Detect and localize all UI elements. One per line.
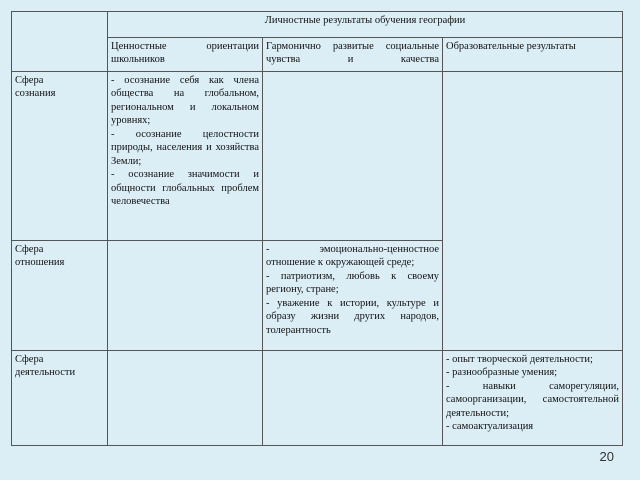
list-item: - эмоционально-ценностное отношение к окружающей среде; xyxy=(266,244,439,269)
row-header-activity-line1: Сфера xyxy=(15,354,44,365)
table-title: Личностные результаты обучения географии xyxy=(108,12,623,38)
row-header-activity xyxy=(12,351,108,446)
column-header-outcomes: Образовательные результаты xyxy=(443,38,623,72)
list-item: - осознание себя как члена общества на глобальном, региональном и локальном уровнях; xyxy=(111,75,259,127)
list-item: - опыт творческой деятельности; xyxy=(446,354,593,365)
empty-cell xyxy=(108,241,263,351)
row-header-activity-line2: деятельности xyxy=(15,367,76,379)
list-item: - патриотизм, любовь к своему региону, стране; xyxy=(266,270,439,296)
empty-cell xyxy=(108,351,263,446)
list-item: - осознание значимости и общности глобальных проблем человечества xyxy=(111,169,259,207)
list-item: - самоактуализация xyxy=(446,421,534,433)
empty-cell xyxy=(263,72,443,241)
column-header-feelings: Гармонично развитые социальные чувства и качества xyxy=(263,38,443,72)
list-item: - осознание целостности природы, населения и хозяйства Земли; xyxy=(111,128,259,167)
list-item: - навыки саморегуляции, самоорганизации, самостоятельной деятельности; xyxy=(446,380,620,419)
page-number: 20 xyxy=(599,449,614,464)
consciousness-values-cell xyxy=(108,72,263,241)
personal-results-table xyxy=(11,11,623,446)
list-item: - разнообразные умения; xyxy=(446,367,558,379)
column-header-values: Ценностные ориентации школьников xyxy=(108,38,263,72)
list-item: - уважение к истории, культуре и образу жизни других народов, толерантность xyxy=(266,297,439,336)
row-header-consciousness-line1: Сфера xyxy=(15,75,44,86)
row-header-attitude-line2: отношения xyxy=(15,257,65,269)
attitude-feelings-cell xyxy=(263,241,443,351)
corner-cell xyxy=(12,12,108,72)
row-header-consciousness xyxy=(12,72,108,241)
empty-cell xyxy=(443,72,623,351)
row-header-attitude xyxy=(12,241,108,351)
row-header-consciousness-line2: сознания xyxy=(15,88,56,100)
activity-outcomes-cell xyxy=(443,351,623,446)
row-header-attitude-line1: Сфера xyxy=(15,244,44,255)
empty-cell xyxy=(263,351,443,446)
